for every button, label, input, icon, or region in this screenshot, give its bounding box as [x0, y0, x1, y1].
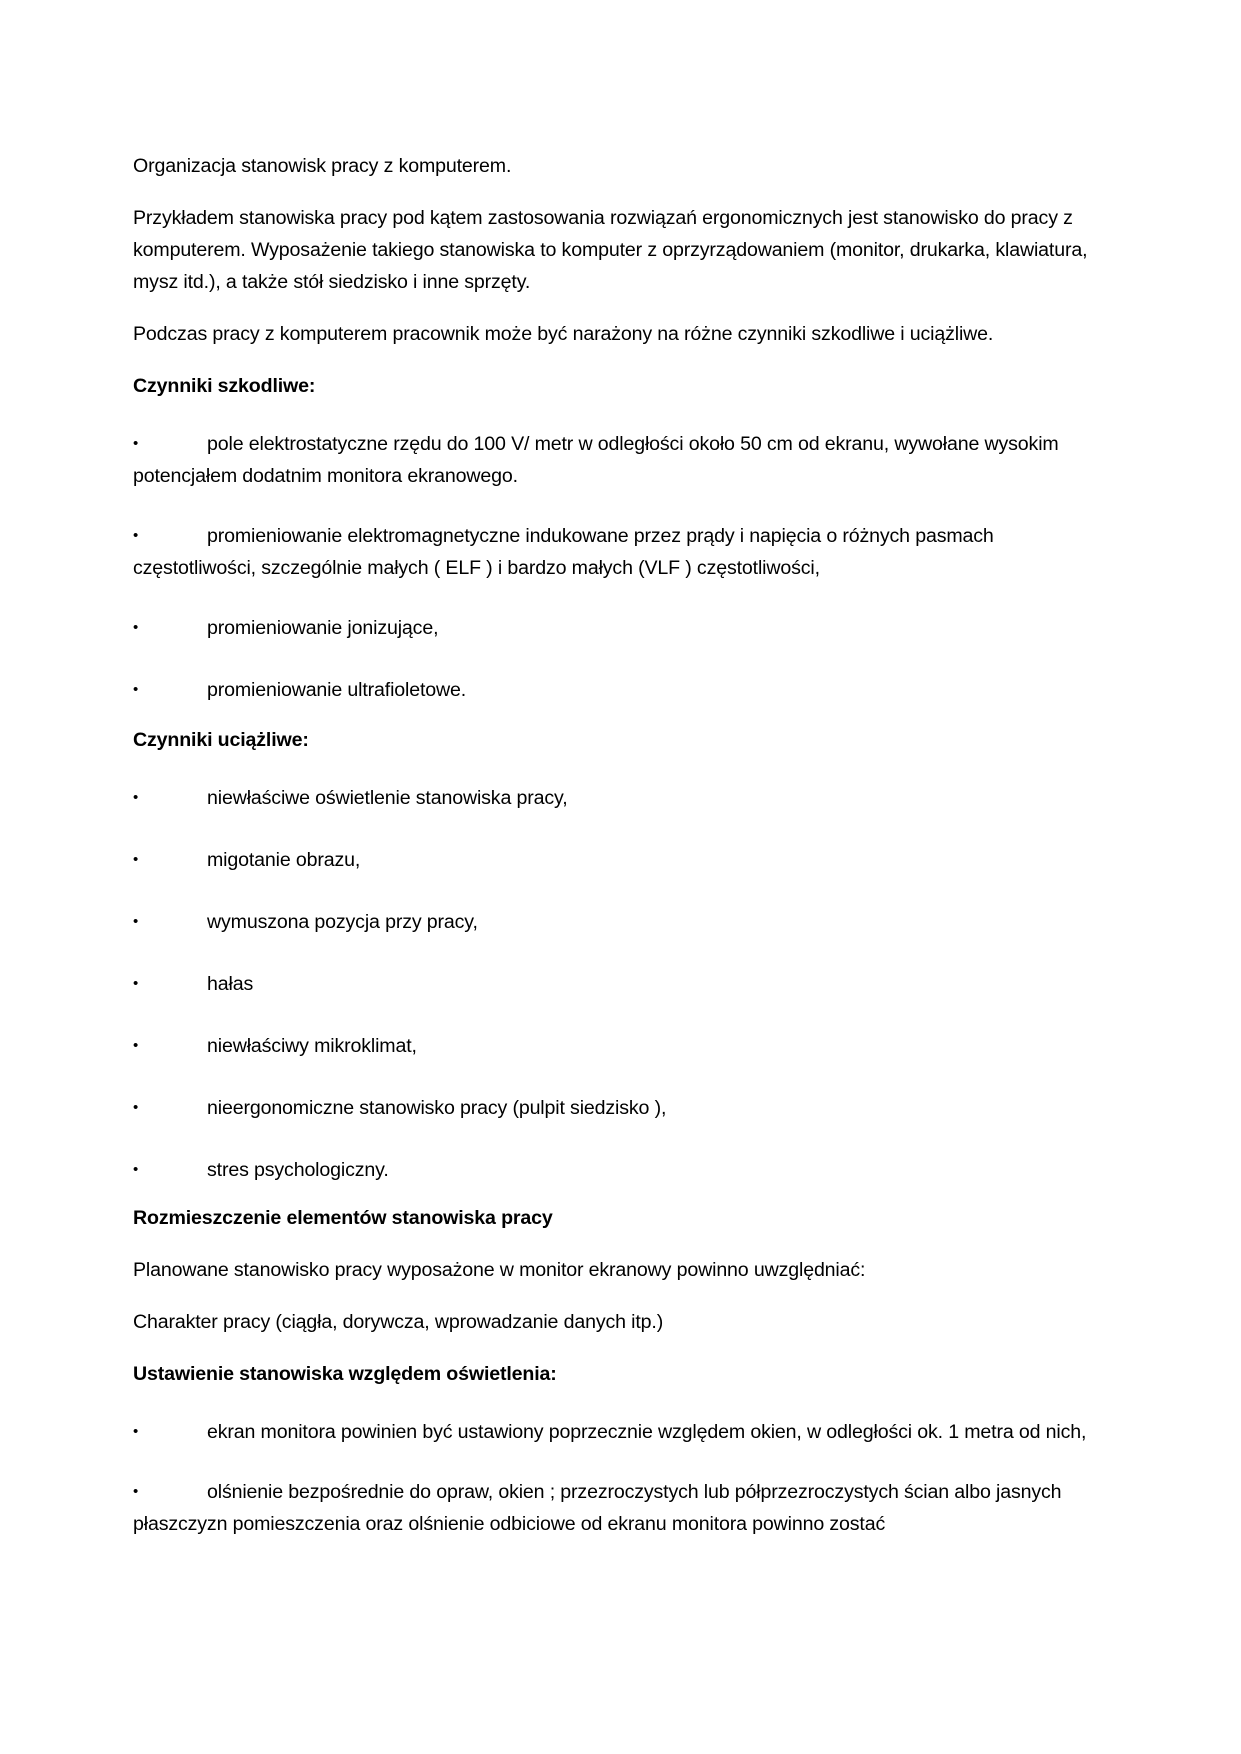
intro-paragraph: Przykładem stanowiska pracy pod kątem zastosowania rozwiązań ergonomicznych jest stanowisko do pracy z komputerem. Wyposażenie takiego stanowiska to komputer z oprzyrządowaniem (monitor, drukarka, klawiatura, mysz itd.), a także stół siedzisko i inne sprzęty.	[133, 207, 1088, 293]
harmful-factors-list	[133, 428, 1108, 706]
onerous-factors-heading: Czynniki uciążliwe:	[133, 729, 309, 751]
harmful-factors-heading: Czynniki szkodliwe:	[133, 375, 316, 397]
bullet-icon: •	[133, 1423, 139, 1440]
lighting-list	[133, 1416, 1108, 1540]
list-item-text: wymuszona pozycja przy pracy,	[207, 911, 478, 933]
bullet-icon: •	[133, 619, 139, 636]
bullet-icon: •	[133, 975, 139, 992]
exposure-paragraph: Podczas pracy z komputerem pracownik może być narażony na różne czynniki szkodliwe i uciążliwe.	[133, 323, 994, 345]
work-character-paragraph: Charakter pracy (ciągła, dorywcza, wprowadzanie danych itp.)	[133, 1311, 664, 1333]
list-item-text: stres psychologiczny.	[207, 1159, 389, 1181]
lighting-heading: Ustawienie stanowiska względem oświetlenia:	[133, 1363, 557, 1385]
list-item	[133, 520, 1108, 584]
list-item	[133, 1476, 1108, 1540]
planning-paragraph: Planowane stanowisko pracy wyposażone w monitor ekranowy powinno uwzględniać:	[133, 1259, 866, 1281]
list-item	[133, 674, 1108, 706]
bullet-icon: •	[133, 527, 139, 544]
list-item-text: olśnienie bezpośrednie do opraw, okien ; przezroczystych lub półprzezroczystych ścian albo jasnych płaszczyzn pomieszczenia oraz olśnienie odbiciowe od ekranu monitora powinno zostać	[133, 1481, 1062, 1535]
list-item-text: promieniowanie ultrafioletowe.	[207, 679, 467, 701]
bullet-icon: •	[133, 681, 139, 698]
bullet-icon: •	[133, 1099, 139, 1116]
list-item	[133, 1030, 1108, 1062]
list-item-text: pole elektrostatyczne rzędu do 100 V/ metr w odległości około 50 cm od ekranu, wywołane wysokim potencjałem dodatnim monitora ekranowego.	[133, 433, 1059, 487]
list-item-text: niewłaściwy mikroklimat,	[207, 1035, 417, 1057]
list-item-text: nieergonomiczne stanowisko pracy (pulpit siedzisko ),	[207, 1097, 667, 1119]
list-item	[133, 1154, 1108, 1186]
bullet-icon: •	[133, 1161, 139, 1178]
list-item-text: promieniowanie jonizujące,	[207, 617, 439, 639]
layout-heading: Rozmieszczenie elementów stanowiska pracy	[133, 1207, 553, 1229]
list-item	[133, 906, 1108, 938]
onerous-factors-list	[133, 782, 1108, 1186]
bullet-icon: •	[133, 851, 139, 868]
list-item	[133, 1092, 1108, 1124]
document-title: Organizacja stanowisk pracy z komputerem.	[133, 155, 512, 177]
bullet-icon: •	[133, 913, 139, 930]
list-item	[133, 968, 1108, 1000]
list-item	[133, 612, 1108, 644]
document-body	[133, 150, 1108, 1568]
list-item	[133, 844, 1108, 876]
list-item	[133, 428, 1108, 492]
list-item-text: hałas	[207, 973, 254, 995]
list-item	[133, 782, 1108, 814]
bullet-icon: •	[133, 1037, 139, 1054]
bullet-icon: •	[133, 1483, 139, 1500]
list-item-text: promieniowanie elektromagnetyczne indukowane przez prądy i napięcia o różnych pasmach częstotliwości, szczególnie małych ( ELF ) i bardzo małych (VLF ) częstotliwości,	[133, 525, 994, 579]
bullet-icon: •	[133, 435, 139, 452]
list-item-text: migotanie obrazu,	[207, 849, 361, 871]
bullet-icon: •	[133, 789, 139, 806]
list-item	[133, 1416, 1108, 1448]
list-item-text: niewłaściwe oświetlenie stanowiska pracy,	[207, 787, 568, 809]
list-item-text: ekran monitora powinien być ustawiony poprzecznie względem okien, w odległości ok. 1 metra od nich,	[207, 1421, 1087, 1443]
